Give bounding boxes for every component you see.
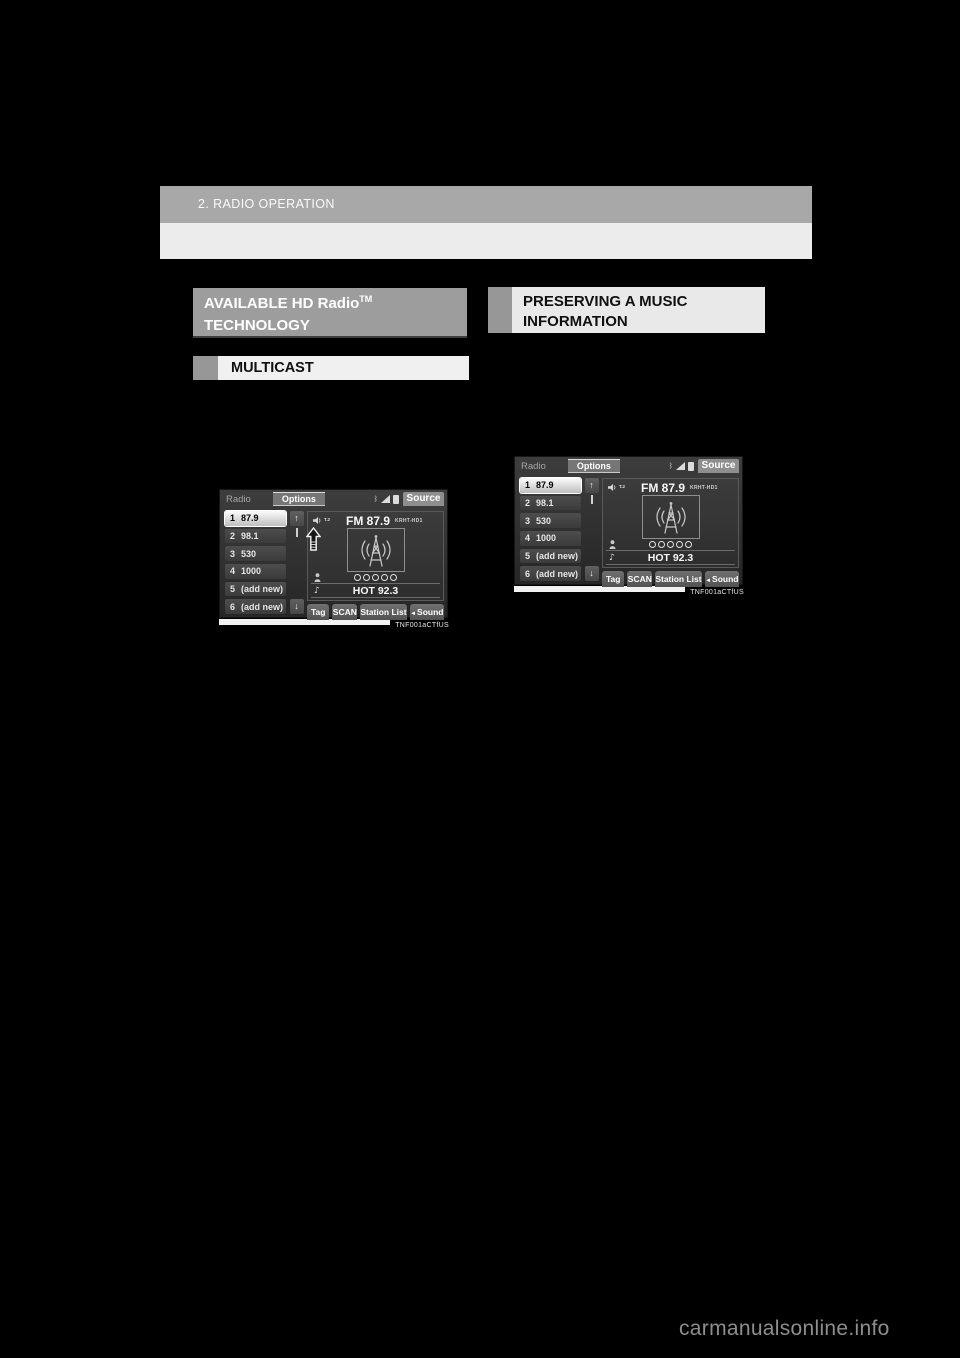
figure-radio-screen-preserving [514, 456, 744, 596]
radio-mode-label: Radio [226, 493, 251, 505]
scroll-up-button[interactable]: ↑ [290, 511, 304, 526]
preset-2[interactable] [520, 496, 581, 511]
radio-top-bar [515, 457, 742, 475]
preset-number: 4 [229, 566, 235, 577]
section-heading-available-hd-radio [193, 288, 467, 338]
broadcast-antenna-icon [642, 495, 700, 539]
signal-strength-icon [676, 462, 685, 470]
preset-list [520, 478, 581, 581]
multicast-channel-label: T.2 [619, 484, 626, 489]
preset-number: 1 [524, 480, 530, 491]
frequency-display: FM 87.9 [641, 480, 686, 495]
preset-label: 530 [536, 515, 552, 526]
preset-number: 6 [229, 601, 235, 612]
radio-main-column [602, 478, 739, 584]
figure-code: TNF001aCTfUS [690, 589, 744, 596]
scroll-down-button[interactable]: ↓ [290, 599, 304, 614]
frequency-display: FM 87.9 [346, 513, 391, 528]
song-progress-dots [649, 541, 692, 548]
preset-4[interactable] [520, 531, 581, 546]
speaker-icon: ◄ [705, 578, 712, 584]
figure-caption-row [514, 586, 744, 596]
now-playing-panel [307, 511, 444, 601]
scan-button[interactable]: SCAN [332, 604, 357, 620]
signal-strength-icon [381, 495, 390, 503]
sub-heading-label: MULTICAST [218, 356, 469, 380]
speaker-icon [608, 484, 618, 491]
hd-multicast-indicator [608, 484, 625, 491]
tag-button[interactable]: Tag [307, 604, 329, 620]
preset-scrollbar [289, 511, 304, 614]
sound-button[interactable]: ◄Sound [410, 604, 444, 620]
preset-3[interactable] [520, 513, 581, 528]
heading-accent-square [488, 287, 512, 333]
preset-6[interactable] [520, 566, 581, 581]
preset-label: (add new) [241, 601, 283, 612]
preset-number: 3 [524, 515, 530, 526]
battery-icon [393, 495, 399, 504]
preset-label: 1000 [241, 566, 262, 577]
preset-label: 1000 [536, 533, 557, 544]
dot [363, 574, 370, 581]
figure-caption-row [219, 619, 449, 629]
preset-scrollbar [584, 478, 599, 581]
preset-1[interactable] [520, 478, 581, 493]
radio-mode-label: Radio [521, 460, 546, 472]
trademark-sup: TM [359, 294, 373, 304]
callout-arrow-icon [306, 527, 321, 556]
dot [667, 541, 674, 548]
scroll-down-button[interactable]: ↓ [585, 566, 599, 581]
preset-label: 530 [241, 548, 257, 559]
dot [381, 574, 388, 581]
radio-bottom-buttons [307, 604, 444, 620]
radio-main-column [307, 511, 444, 617]
radio-head-unit-screen [219, 489, 448, 618]
bluetooth-icon: ᛒ [373, 495, 378, 503]
preset-number: 2 [229, 531, 235, 541]
now-playing-title: HOT 92.3 [647, 551, 694, 564]
preset-number: 5 [229, 584, 235, 595]
music-note-icon: ♪ [609, 552, 615, 563]
preset-number: 4 [524, 533, 530, 544]
watermark-link[interactable]: carmanualsonline.info [679, 1317, 890, 1340]
preset-label: 98.1 [241, 531, 259, 541]
preset-5[interactable] [225, 582, 286, 597]
preset-list [225, 511, 286, 614]
source-button[interactable]: Source [403, 492, 444, 506]
heading-accent-square [193, 356, 218, 380]
radio-top-bar [220, 490, 447, 508]
multicast-channel-label: T.2 [324, 517, 331, 522]
speaker-icon: ◄ [410, 611, 417, 617]
preset-number: 2 [524, 498, 530, 508]
section-heading-preserving-music [488, 287, 765, 333]
preset-label: 98.1 [536, 498, 554, 508]
preset-number: 1 [229, 513, 235, 524]
preset-1[interactable] [225, 511, 286, 526]
figure-radio-screen-multicast [219, 489, 449, 629]
source-button[interactable]: Source [698, 459, 739, 473]
radio-head-unit-screen [514, 456, 743, 585]
preset-number: 3 [229, 548, 235, 559]
figure-code: TNF001aCTfUS [395, 622, 449, 629]
preset-2[interactable] [225, 529, 286, 544]
now-playing-title: HOT 92.3 [352, 584, 399, 597]
preset-4[interactable] [225, 564, 286, 579]
station-callsign: KRHT-HD1 [395, 517, 423, 524]
dot [372, 574, 379, 581]
preset-6[interactable] [225, 599, 286, 614]
dot [676, 541, 683, 548]
dot [685, 541, 692, 548]
dot [658, 541, 665, 548]
artist-icon [314, 573, 321, 582]
scroll-up-button[interactable]: ↑ [585, 478, 599, 493]
preset-number: 5 [524, 551, 530, 562]
sub-heading-multicast [193, 356, 469, 380]
radio-body [220, 508, 447, 617]
dot [354, 574, 361, 581]
heading-line1: AVAILABLE HD Radio [204, 295, 360, 312]
battery-icon [688, 462, 694, 471]
tag-button[interactable]: Tag [602, 571, 624, 587]
music-note-icon: ♪ [314, 585, 320, 596]
preset-label: (add new) [536, 551, 578, 562]
preset-label: 87.9 [536, 480, 554, 491]
header-substrip [160, 223, 812, 259]
speaker-icon [313, 517, 323, 524]
chapter-header-bar [160, 186, 812, 223]
preset-label: 87.9 [241, 513, 259, 524]
preset-3[interactable] [225, 546, 286, 561]
bluetooth-icon: ᛒ [668, 462, 673, 470]
heading-line2: INFORMATION [523, 313, 628, 331]
preset-5[interactable] [520, 549, 581, 564]
radio-body [515, 475, 742, 584]
options-button[interactable]: Options [568, 459, 620, 473]
dot [390, 574, 397, 581]
station-list-button[interactable]: Station List [655, 571, 701, 587]
station-list-button[interactable]: Station List [360, 604, 406, 620]
scrollbar-thumb[interactable] [296, 528, 298, 537]
dot [649, 541, 656, 548]
radio-bottom-buttons [602, 571, 739, 587]
heading-line2: TECHNOLOGY [204, 316, 310, 334]
artist-icon [609, 540, 616, 549]
sound-button[interactable]: ◄Sound [705, 571, 739, 587]
preset-number: 6 [524, 568, 530, 579]
chapter-title: 2. RADIO OPERATION [198, 197, 335, 211]
scan-button[interactable]: SCAN [627, 571, 652, 587]
now-playing-panel [602, 478, 739, 568]
heading-line1: PRESERVING A MUSIC [523, 293, 688, 310]
scrollbar-thumb[interactable] [591, 495, 593, 504]
preset-label: (add new) [241, 584, 283, 595]
broadcast-antenna-icon [347, 528, 405, 572]
song-progress-dots [354, 574, 397, 581]
station-callsign: KRHT-HD1 [690, 484, 718, 491]
options-button[interactable]: Options [273, 492, 325, 506]
preset-label: (add new) [536, 568, 578, 579]
hd-multicast-indicator [313, 517, 330, 524]
